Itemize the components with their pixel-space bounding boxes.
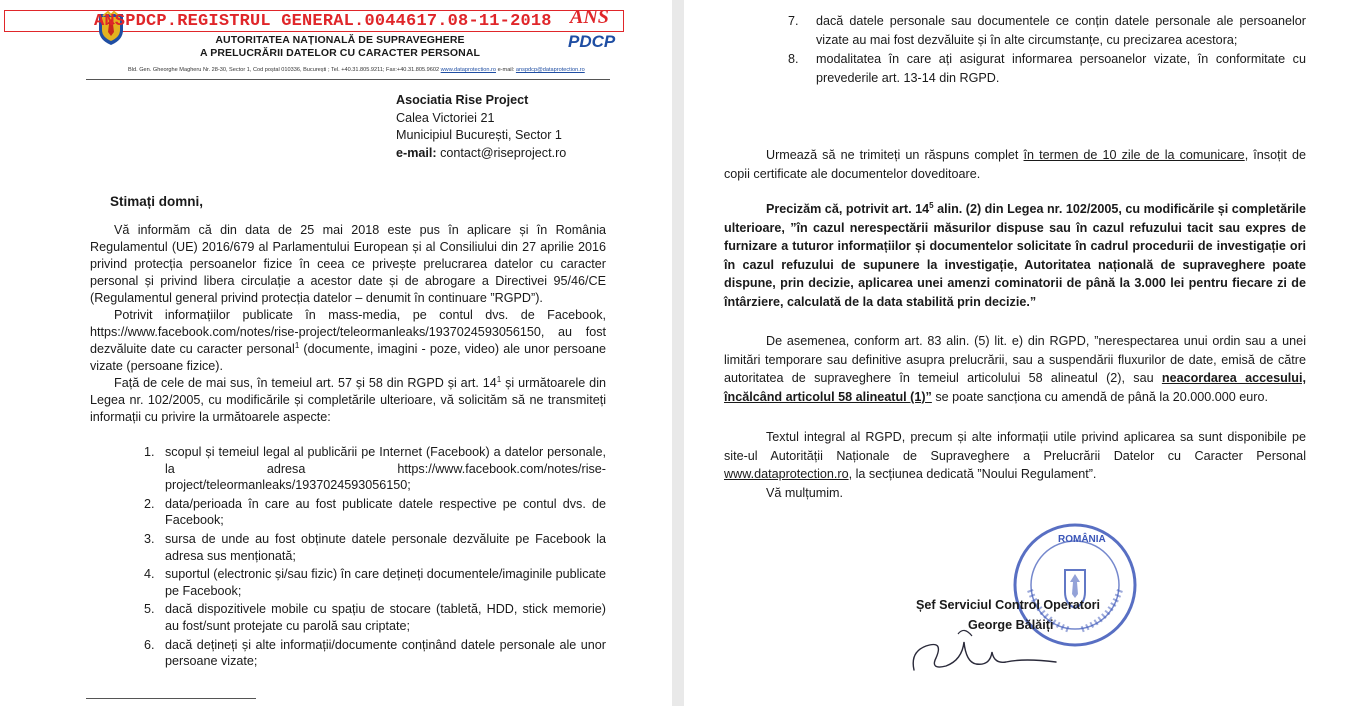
authority-name [150,34,530,60]
list-item [144,496,606,529]
recipient-name: Asociatia Rise Project [396,93,529,107]
penalty-text-end: alin. (2) din Legea nr. 102/2005, cu modificările și completările ulterioare, ”în cazul nerespectării măsurilor dispuse sau în cazul refuzului tacit sau expres de furnizare a tuturor informațiilor și documentelor solicitate în cadrul procedurii de investigație ori în cazul refuzului de supunere la investigație, Autoritatea națională de supraveghere poate dispune, prin decizie, aplicarea unei amenzi cominatorii de până la 3.000 lei pentru fiecare zi de întârziere, calculată de la data stabilită prin decizie.” [724,202,1307,309]
contact-address: Bld. Gen. Gheorghe Magheru Nr. 28-30, Sector 1, Cod poștal 010336, București ; Tel. +40.31.805.9211; Fax:+40.31.805.9602 [128,67,440,73]
list-item-number: 4. [144,567,155,582]
thanks-text: Vă mulțumim. [766,486,843,500]
authority-name-line2: A PRELUCRĂRII DATELOR CU CARACTER PERSONAL [199,47,481,59]
contact-website-link[interactable]: www.dataprotection.ro [440,67,496,73]
intro-paragraphs [90,222,606,426]
signatory-title: Șef Serviciul Control Operatori [916,598,1101,612]
recipient-city: Municipiul București, Sector 1 [396,128,562,143]
list-item-number: 6. [144,637,155,652]
registration-number: ANSPDCP.REGISTRUL GENERAL.0044617.08-11-2018 [94,12,552,31]
recipient-email: contact@riseproject.ro [440,145,567,160]
list-item-text: sursa de unde au fost obținute datele personale dezvăluite pe Facebook la adresa sus menționată; [165,531,606,563]
list-item-number: 3. [144,531,155,546]
info-text: Textul integral al RGPD, precum și alte informații utile privind aplicarea sa sunt disponibile pe site-ul Autorității Naționale de Supraveghere a Prelucrării Datelor cu Caracter Personal [724,430,1306,463]
paragraph-facebook-text: Potrivit informațiilor publicate în mass-media, pe contul dvs. de Facebook, https://www.facebook.com/notes/rise-project/teleormanleaks/1937024593056150, au fost dezvăluite date cu caracter personal [90,308,606,356]
list-item [788,12,1306,50]
paragraph-regulation [90,222,606,307]
list-item-text: modalitatea în care ați asigurat informarea persoanelor vizate, în conformitate cu prevederile art. 13-14 din RGPD. [816,52,1306,85]
dataprotection-link[interactable]: www.dataprotection.ro [724,467,849,482]
info-text-end: , la secțiunea dedicată ”Noului Regulament”. [848,467,1097,482]
list-item [144,601,606,634]
paragraph-regulation-text: Vă informăm că din data de 25 mai 2018 este pus în aplicare și în România Regulamentul (UE) 2016/679 al Parlamentului European și al Consiliului din 27 aprilie 2016 privind protecția persoanelor fizice în ceea ce privește prelucrarea datelor cu caracter personal și privind libera circulație a acestor date și de abrogare a Directivei 95/46/CE (Regulamentul general privind protecția datelor – denumit în continuare ”RGPD”). [90,223,606,305]
list-item-number: 5. [144,602,155,617]
response-deadline: în termen de 10 zile de la comunicare [1023,148,1245,162]
list-item [144,566,606,599]
paragraph-facebook [90,307,606,375]
list-item [144,531,606,564]
article-superscript: 1 [496,374,502,384]
recipient-street: Calea Victoriei 21 [396,110,495,125]
logo-text-bottom: PDCP [568,32,616,51]
list-item-number: 8. [788,52,799,66]
footnote-divider [86,698,256,699]
signatory-name: George Bălăiți [968,618,1054,632]
recipient-email-label: e-mail: [396,145,437,160]
paragraph-facebook-text-end: (documente, imagini - poze, video) ale unor persoane vizate (persoane fizice). [90,342,606,373]
list-item-text: suportul (electronic și/sau fizic) în care dețineți documentele/imaginile publicate pe Facebook; [165,567,607,598]
seal-text: ROMÂNIA [1058,534,1106,545]
fine-highlight: neacordarea accesului, încălcând articolul 58 alineatul (1)” [724,371,1306,404]
request-list-part1 [144,444,606,672]
paragraph-response-deadline [724,146,1306,183]
penalty-text: Precizăm că, potrivit art. 14 [766,202,930,216]
list-item-text: dacă dețineți și alte informații/documente conținând datele personale ale unor persoane vizate; [165,637,606,669]
list-item-text: dacă dispozitivele mobile cu spațiu de stocare (tabletă, HDD, stick memorie) au fost/sunt protejate cu parolă sau criptate; [165,602,606,633]
letter-page-left [0,0,672,706]
paragraph-request-text: Față de cele de mai sus, în temeiul art. 57 și 58 din RGPD și art. 14 [114,376,497,390]
salutation: Stimați domni, [110,194,204,209]
list-item [144,444,606,494]
penalty-superscript: 5 [929,200,934,210]
header-divider [86,79,610,80]
list-item [144,637,606,670]
authority-contact-line [128,67,585,73]
list-item-number: 7. [788,14,799,28]
list-item-text: data/perioada în care au fost publicate datele respective pe contul dvs. de Facebook; [165,496,606,528]
fine-text-end: se poate sancționa cu amendă de până la 20.000.000 euro. [931,389,1268,404]
paragraph-gdpr-fine [724,332,1306,406]
paragraph-rgpd-info [724,428,1306,484]
recipient-email-row [396,145,566,163]
response-text-end: , însoțit de copii certificate ale documentelor doveditoare. [724,148,1306,181]
list-item-text: dacă datele personale sau documentele ce conțin datele personale ale persoanelor vizate au mai fost dezvăluite și în alte circumstanțe, cu precizarea acestora; [816,14,1306,47]
closing-thanks [724,484,1306,503]
list-item-number: 1. [144,445,155,459]
list-item-text: scopul și temeiul legal al publicării pe Internet (Facebook) a datelor personale, la adresa https://www.facebook.com/notes/rise-project/teleormanleaks/1937024593056150; [165,445,606,493]
response-text: Urmează să ne trimiteți un răspuns complet [766,148,1024,162]
paragraph-penalty-warning [724,200,1306,312]
fine-text: De asemenea, conform art. 83 alin. (5) lit. e) din RGPD, ”nerespectarea unui ordin sau a unei limitări temporare sau definitive asupra prelucrării, sau a suspendării fluxurilor de date, emisă de către autoritatea de supraveghere în temeiul articolului 58 alineatul (2), sau [724,334,1306,386]
authority-name-line1: AUTORITATEA NAȚIONALĂ DE SUPRAVEGHERE [215,34,465,46]
anspdcp-logo [566,6,616,54]
list-item [788,50,1306,88]
paragraph-request [90,375,606,426]
logo-text-top: ANS [570,6,609,28]
paragraph-request-text-end: și următoarele din Legea nr. 102/2005, cu modificările și completările ulterioare, vă solicităm să ne transmiteți informații cu privire la următoarele aspecte: [90,376,606,424]
request-list-part2 [788,12,1306,88]
list-item-number: 2. [144,496,155,511]
contact-email-label: e-mail: [497,67,515,73]
recipient-address [396,92,566,162]
footnote-ref: 1 [294,340,300,350]
handwritten-signature-icon [906,612,1066,682]
contact-email-link[interactable]: anspdcp@dataprotection.ro [515,67,585,73]
